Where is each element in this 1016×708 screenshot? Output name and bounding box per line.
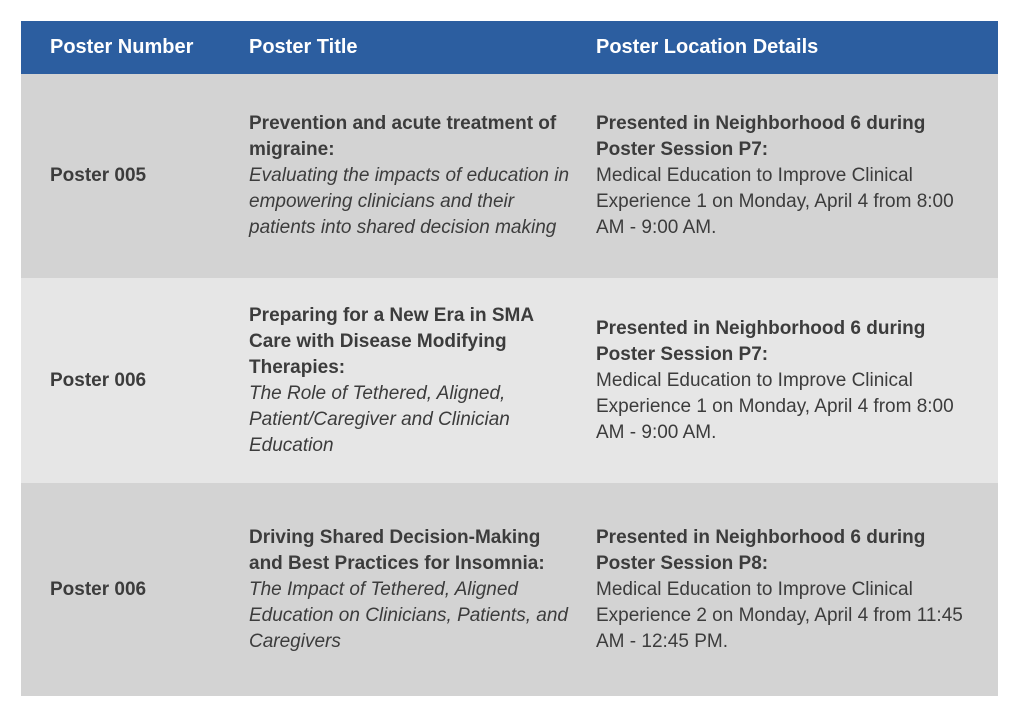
poster-table (21, 21, 998, 696)
table-row (21, 483, 998, 696)
poster-title (249, 303, 596, 459)
header-poster-location: Poster Location Details (596, 36, 819, 58)
table-row (21, 278, 998, 483)
poster-number: Poster 006 (50, 369, 147, 391)
poster-number: Poster 006 (50, 578, 147, 600)
poster-title (249, 525, 596, 655)
poster-location-details: Medical Education to Improve Clinical Experience 2 on Monday, April 4 from 11:45 AM - 12:45 PM. (596, 578, 963, 652)
poster-title-main: Prevention and acute treatment of migraine: (249, 113, 557, 160)
poster-location-session: Presented in Neighborhood 6 during Poster Session P8: (596, 526, 926, 574)
poster-title-subtitle: Evaluating the impacts of education in empowering clinicians and their patients into shared decision making (249, 165, 570, 238)
poster-title-subtitle: The Impact of Tethered, Aligned Education on Clinicians, Patients, and Caregivers (249, 578, 568, 652)
poster-location-session: Presented in Neighborhood 6 during Poster Session P7: (596, 113, 926, 160)
header-poster-title: Poster Title (249, 36, 358, 58)
poster-location-details: Medical Education to Improve Clinical Experience 1 on Monday, April 4 from 8:00 AM - 9:00 AM. (596, 165, 954, 238)
poster-title (249, 111, 596, 241)
poster-title-subtitle: The Role of Tethered, Aligned, Patient/Caregiver and Clinician Education (249, 382, 510, 456)
poster-location-details: Medical Education to Improve Clinical Experience 1 on Monday, April 4 from 8:00 AM - 9:00 AM. (596, 369, 954, 443)
poster-location-session: Presented in Neighborhood 6 during Poster Session P7: (596, 317, 926, 365)
header-poster-number: Poster Number (50, 36, 194, 58)
table-header (21, 21, 998, 74)
poster-location (596, 525, 998, 655)
poster-number: Poster 005 (50, 165, 147, 186)
poster-location (596, 316, 998, 446)
table-row (21, 74, 998, 278)
poster-title-main: Driving Shared Decision-Making and Best Practices for Insomnia: (249, 526, 545, 574)
poster-location (596, 111, 998, 241)
poster-title-main: Preparing for a New Era in SMA Care with Disease Modifying Therapies: (249, 304, 534, 378)
